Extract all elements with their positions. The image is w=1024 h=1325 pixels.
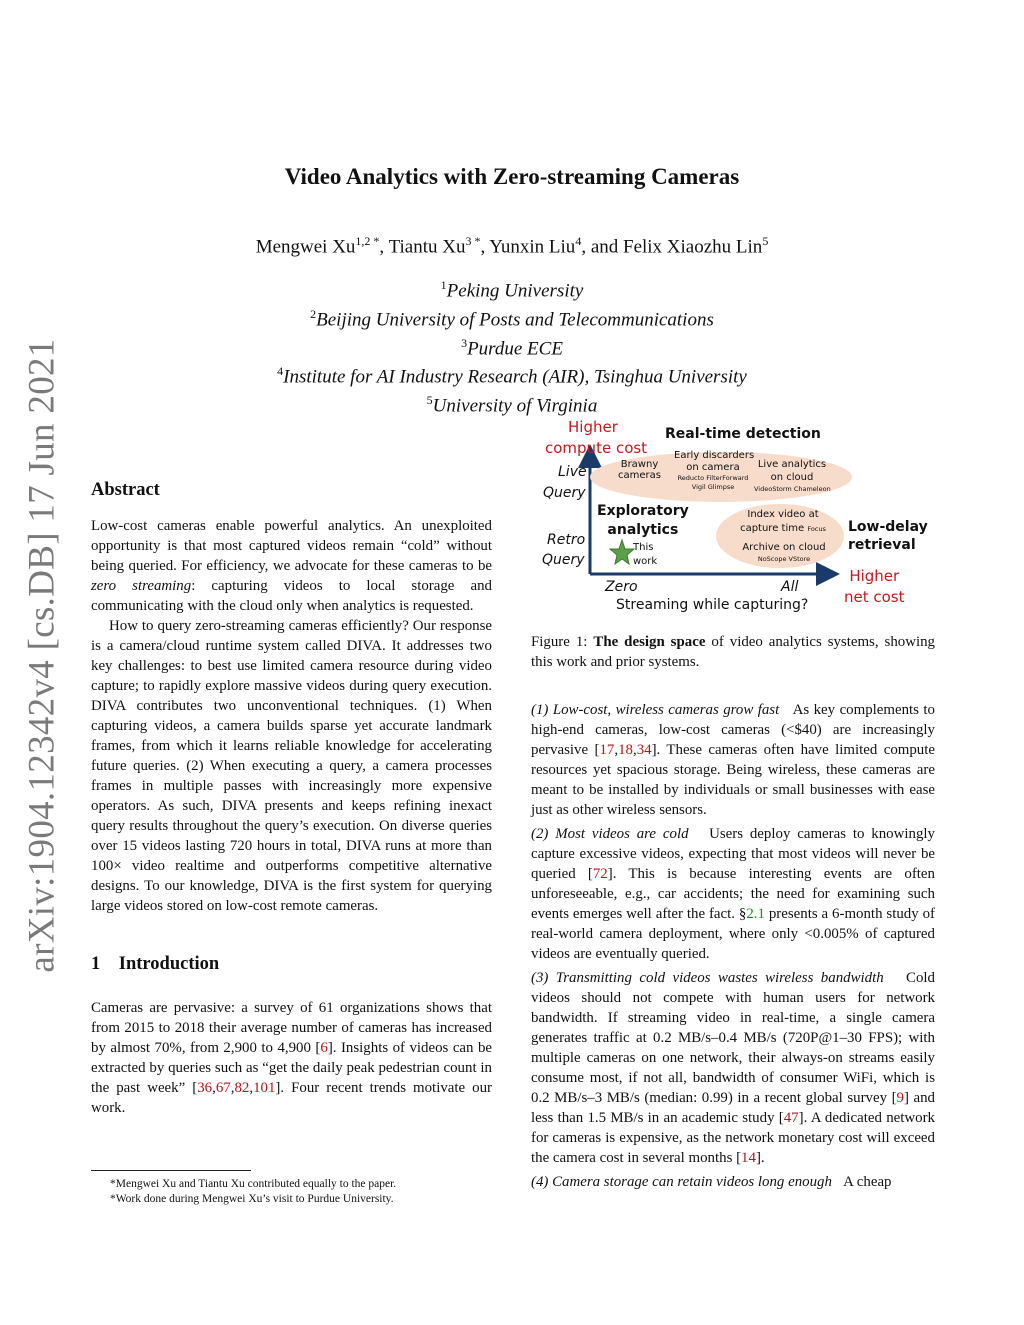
affiliation: $^3$Purdue ECE bbox=[461, 335, 563, 359]
citation-link[interactable]: 9 bbox=[896, 1090, 904, 1106]
paper-title: Video Analytics with Zero-streaming Cameras bbox=[284, 164, 740, 189]
label-realtime-detection: Real-time detection bbox=[665, 426, 821, 442]
label-live-analytics: Live analytics on cloud VideoStorm Chameleon bbox=[754, 459, 831, 493]
label-higher-net-cost: Higher net cost bbox=[844, 567, 905, 606]
citation-link[interactable]: 67 bbox=[215, 1080, 231, 1096]
footnotes bbox=[110, 1177, 510, 1207]
left-column bbox=[91, 480, 492, 1118]
citation-link[interactable]: 82 bbox=[234, 1080, 250, 1096]
label-all: All bbox=[781, 579, 799, 595]
affiliation: $^5$University of Virginia bbox=[426, 393, 598, 417]
footnote: *Work done during Mengwei Xu’s visit to Purdue University. bbox=[110, 1193, 394, 1205]
author-name: , Tiantu Xu bbox=[379, 236, 466, 258]
citation-link[interactable]: 72 bbox=[592, 866, 608, 882]
abstract-heading: Abstract bbox=[91, 480, 160, 500]
x-axis-label: Streaming while capturing? bbox=[616, 597, 809, 613]
label-retro: Retro bbox=[547, 532, 586, 548]
arxiv-sidebar bbox=[12, 337, 72, 973]
citation-link[interactable]: 47 bbox=[783, 1110, 799, 1126]
this-work-star-icon bbox=[610, 540, 634, 564]
citation-link[interactable]: 17 bbox=[599, 742, 615, 758]
label-query: Query bbox=[543, 485, 586, 501]
author-list bbox=[0, 234, 1024, 258]
label-this-work: This work bbox=[633, 542, 658, 567]
footnote: *Mengwei Xu and Tiantu Xu contributed equally to the paper. bbox=[110, 1178, 397, 1190]
trend-paragraph: (4) Camera storage can retain videos long enough A cheap bbox=[531, 1174, 892, 1190]
intro-paragraph: Cameras are pervasive: a survey of 61 organizations shows that from 2015 to 2018 their average number of cameras has increased by almost 70%, from 2,900 to 4,900 [6]. Insights of videos can be extracted by queries such as “get the daily peak pedestrian count in the past week” [36,67,82,101]. Four recent trends motivate our work. bbox=[91, 1000, 492, 1116]
author-affil-mark: 3 * bbox=[465, 234, 481, 248]
abstract-paragraph: Low-cost cameras enable powerful analytics. An unexploited opportunity is that most captured videos remain “cold” without being queried. For efficiency, we advocate for these cameras to be zero streaming: capturing videos to local storage and communicating with the cloud only when analytics is requested. bbox=[91, 518, 493, 614]
label-brawny: Brawny cameras bbox=[618, 459, 661, 481]
citation-link[interactable]: 14 bbox=[741, 1150, 756, 1166]
citation-link[interactable]: 18 bbox=[618, 742, 633, 758]
label-live: Live bbox=[558, 464, 587, 480]
citation-link[interactable]: 36 bbox=[197, 1080, 213, 1096]
figure-caption: Figure 1: The design space of video analytics systems, showing this work and prior systems. bbox=[531, 634, 936, 670]
label-low-delay-retrieval: Low-delay retrieval bbox=[848, 519, 928, 553]
label-zero: Zero bbox=[605, 579, 638, 595]
citation-link[interactable]: 34 bbox=[636, 742, 652, 758]
trend-paragraph: (2) Most videos are cold Users deploy cameras to knowingly capture excessive videos, expecting that most videos will never be queried [72]. This is because interesting events are often unforeseeable, e.g., car accidents; the need for examining such events emerges well after the fact. §2.1 presents a 6-month study of real-world camera deployment, where only <0.005% of captured videos are eventually queried. bbox=[531, 826, 935, 962]
label-exploratory-analytics: Exploratory analytics bbox=[597, 503, 689, 538]
footnote-rule bbox=[91, 1170, 251, 1171]
label-index-video: Index video at capture time Focus bbox=[740, 509, 826, 534]
citation-link[interactable]: 6 bbox=[320, 1040, 328, 1056]
affiliation: $^1$Peking University bbox=[440, 278, 584, 302]
affiliation: $^4$Institute for AI Industry Research (AIR), Tsinghua University bbox=[277, 364, 747, 388]
section-heading: 1 Introduction bbox=[91, 954, 220, 974]
trend-paragraph: (3) Transmitting cold videos wastes wireless bandwidth Cold videos should not compete with human users for network bandwidth. If streaming video in real-time, a single camera generates traffic at 0.2 MB/s–0.4 MB/s (720P@1–30 FPS); with multiple cameras on one network, their always-on streams easily consume most, if not all, bandwidth of consumer WiFi, which is 0.2 MB/s–3 MB/s (median: 0.99) in a recent global survey [9] and less than 1.5 MB/s in an academic study [47]. A dedicated network for cameras is expensive, as the network monetary cost will exceed the camera cost in several months [14]. bbox=[531, 970, 936, 1166]
author-affil-mark: 5 bbox=[762, 234, 769, 248]
label-compute-cost: compute cost bbox=[545, 439, 648, 457]
section-link[interactable]: 2.1 bbox=[746, 906, 765, 922]
figure-design-space bbox=[528, 412, 940, 624]
label-query: Query bbox=[542, 552, 585, 568]
affiliation-list bbox=[0, 274, 1024, 418]
author-name: , and Felix Xiaozhu Lin bbox=[581, 236, 763, 258]
author-name: , Yunxin Liu bbox=[480, 236, 576, 258]
trend-paragraph: (1) Low-cost, wireless cameras grow fast As key complements to high-end cameras, low-cost cameras (<$40) are increasingly pervasive [17,18,34]. These cameras often have limited compute resources yet spacious storage. Being wireless, these cameras are meant to be installed by individuals or small businesses with ease just as other wireless sensors. bbox=[531, 702, 935, 818]
label-higher-compute: Higher bbox=[568, 418, 618, 436]
author-affil-mark: 1,2 * bbox=[355, 234, 380, 248]
author-affil-mark: 4 bbox=[575, 234, 582, 248]
right-column bbox=[531, 632, 935, 1192]
label-early-discarders: Early discarders on camera Reducto FilterForward Vigil Glimpse bbox=[674, 450, 755, 491]
abstract-paragraph: How to query zero-streaming cameras efficiently? Our response is a camera/cloud runtime system called DIVA. It addresses two key challenges: to best use limited camera resource during video capture; to rapidly explore massive videos during query execution. DIVA contributes two unconventional techniques. (1) When capturing videos, a camera builds sparse yet accurate landmark frames, from which it learns reliable knowledge for accelerating future queries. (2) When executing a query, a camera processes frames in multiple passes with increasingly more expensive operators. As such, DIVA presents and keeps refining inexact query results throughout the query’s execution. On diverse queries over 15 videos lasting 720 hours in total, DIVA runs at more than 100× video realtime and outperforms competitive alternative designs. To our knowledge, DIVA is the first system for querying large videos stored on low-cost remote cameras. bbox=[91, 618, 492, 914]
label-archive-cloud: Archive on cloud NoScope VStore bbox=[742, 542, 826, 563]
arxiv-identifier: arXiv:1904.12342v4 [cs.DB] 17 Jun 2021 bbox=[21, 337, 63, 973]
citation-link[interactable]: 101 bbox=[253, 1080, 276, 1096]
author-name: Mengwei Xu bbox=[255, 236, 356, 258]
affiliation: $^2$Beijing University of Posts and Telecommunications bbox=[310, 306, 714, 331]
